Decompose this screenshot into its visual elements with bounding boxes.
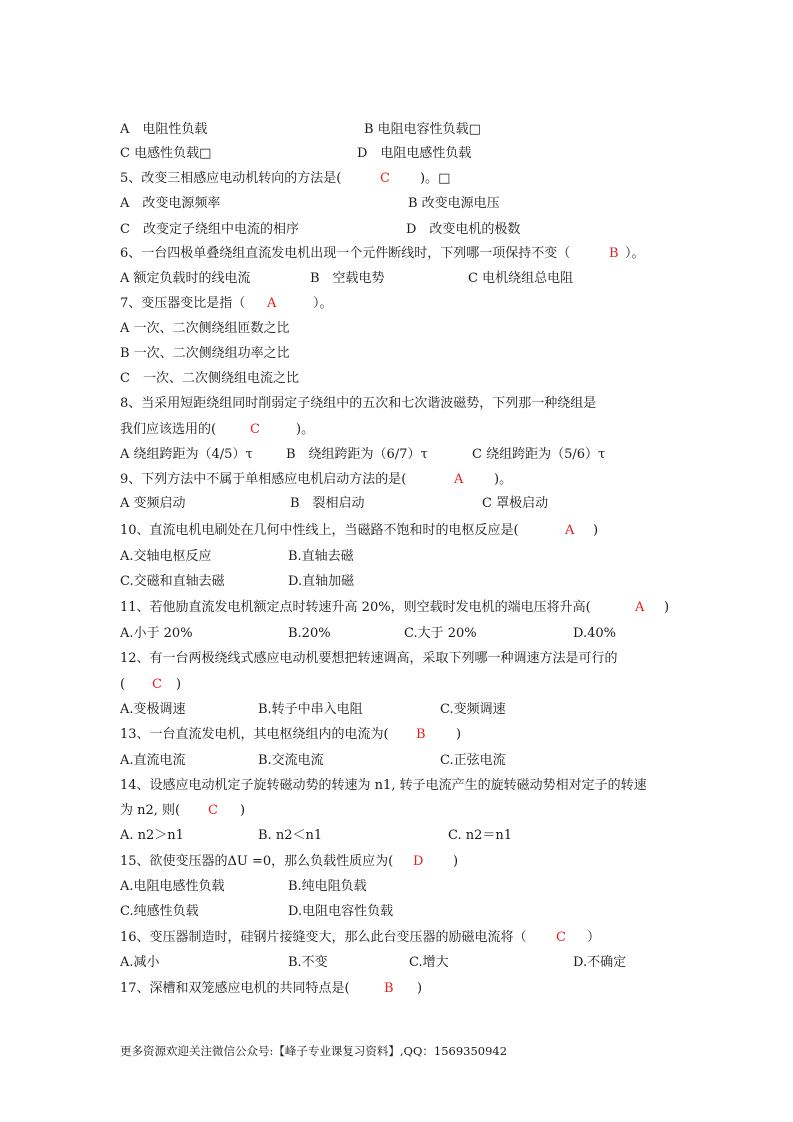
text-line: [0, 421, 793, 439]
text-segment: C 罩极启动: [482, 496, 549, 511]
text-segment: A.直流电流: [120, 753, 186, 768]
text-line: [0, 522, 793, 540]
text-segment: 7、变压器变比是指（: [120, 296, 246, 311]
text-line: [0, 625, 793, 643]
text-segment: 8、当采用短距绕组同时削弱定子绕组中的五次和七次谐波磁势，下列那一种绕组是: [120, 396, 597, 411]
text-segment: 12、有一台两极绕线式感应电动机要想把转速调高，采取下列哪一种调速方法是可行的: [120, 651, 618, 666]
text-segment: D.不确定: [573, 955, 627, 970]
text-line: [0, 827, 793, 845]
text-segment: A.电阻电感性负载: [120, 879, 225, 894]
text-segment: 为 n2, 则(: [120, 803, 181, 818]
text-segment: B 一次、二次侧绕组功率之比: [120, 346, 290, 361]
footer-text: 更多资源欢迎关注微信公众号:【峰子专业课复习资料】,QQ：1569350942: [120, 1044, 508, 1058]
text-line: [0, 599, 793, 617]
text-segment: ): [176, 677, 182, 692]
text-segment: ): [417, 981, 423, 996]
text-segment: C. n2＝n1: [448, 828, 513, 843]
text-segment: A 一次、二次侧绕组匝数之比: [120, 321, 290, 336]
text-segment: 16、变压器制造时，硅钢片接缝变大，那么此台变压器的励磁电流将（: [120, 930, 527, 945]
text-segment: C 电感性负载□: [120, 146, 212, 161]
text-segment: ): [240, 803, 246, 818]
text-segment: C.正弦电流: [440, 753, 506, 768]
text-line: [0, 446, 793, 464]
text-segment: ): [593, 523, 599, 538]
text-segment: B.转子中串入电阻: [258, 702, 363, 717]
text-line: [0, 145, 793, 163]
text-segment: A 变频启动: [120, 496, 186, 511]
answer-letter: C: [556, 930, 566, 945]
text-segment: C 电机绕组总电阻: [468, 271, 574, 286]
text-line: [0, 954, 793, 972]
text-segment: ): [456, 727, 462, 742]
text-line: [0, 548, 793, 566]
text-line: [0, 345, 793, 363]
text-segment: 9、下列方法中不属于单相感应电机启动方法的是(: [120, 472, 407, 487]
text-line: [0, 495, 793, 513]
text-segment: A.小于 20%: [120, 626, 193, 641]
text-line: [0, 752, 793, 770]
text-line: [0, 726, 793, 744]
answer-letter: A: [565, 523, 575, 538]
text-segment: 17、深槽和双笼感应电机的共同特点是(: [120, 981, 350, 996]
text-segment: A 绕组跨距为（4/5）τ: [120, 447, 253, 462]
answer-letter: D: [413, 854, 424, 869]
answer-letter: C: [152, 677, 162, 692]
text-segment: 5、改变三相感应电动机转向的方法是(: [120, 171, 342, 186]
text-line: [0, 395, 793, 413]
text-segment: C.纯感性负载: [120, 904, 199, 919]
text-segment: D 电阻电感性负载: [357, 146, 472, 161]
text-segment: C 绕组跨距为（5/6）τ: [472, 447, 606, 462]
text-segment: )。□: [420, 171, 451, 186]
text-segment: C 一次、二次侧绕组电流之比: [120, 371, 299, 386]
text-line: [0, 471, 793, 489]
text-line: [0, 221, 793, 239]
text-segment: B 改变电源电压: [408, 196, 500, 211]
text-line: [0, 295, 793, 313]
text-line: [0, 170, 793, 188]
text-segment: B. n2＜n1: [258, 828, 323, 843]
text-segment: A.交轴电枢反应: [120, 549, 212, 564]
text-line: [0, 270, 793, 288]
text-segment: ): [453, 854, 459, 869]
text-line: [0, 245, 793, 263]
text-line: [0, 878, 793, 896]
text-line: [0, 853, 793, 871]
text-segment: B 裂相启动: [290, 496, 365, 511]
answer-letter: B: [609, 246, 619, 261]
answer-letter: C: [380, 171, 390, 186]
text-segment: B 空载电势: [310, 271, 385, 286]
text-line: [0, 929, 793, 947]
text-line: [0, 777, 793, 795]
text-segment: B.交流电流: [258, 753, 324, 768]
text-segment: A 改变电源频率: [120, 196, 221, 211]
text-line: [0, 650, 793, 668]
answer-letter: A: [267, 296, 277, 311]
text-segment: )。: [494, 472, 513, 487]
text-line: [0, 701, 793, 719]
answer-letter: A: [454, 472, 464, 487]
answer-letter: C: [250, 422, 260, 437]
text-segment: C.增大: [409, 955, 449, 970]
text-segment: B.直轴去磁: [288, 549, 354, 564]
text-segment: A.变极调速: [120, 702, 186, 717]
text-segment: D 改变电机的极数: [406, 222, 521, 237]
text-segment: A. n2＞n1: [120, 828, 184, 843]
text-line: [0, 676, 793, 694]
text-segment: 11、若他励直流发电机额定点时转速升高 20%，则空载时发电机的端电压将升高(: [120, 600, 591, 615]
text-line: [0, 903, 793, 921]
text-segment: B 绕组跨距为（6/7）τ: [286, 447, 428, 462]
text-segment: C.大于 20%: [404, 626, 477, 641]
answer-letter: B: [384, 981, 394, 996]
text-line: [0, 802, 793, 820]
text-segment: 6、一台四极单叠绕组直流发电机出现一个元件断线时，下列哪一项保持不变（: [120, 246, 571, 261]
text-segment: C.变频调速: [440, 702, 506, 717]
text-segment: (: [120, 677, 126, 692]
text-segment: ): [664, 600, 670, 615]
text-segment: 13、一台直流发电机，其电枢绕组内的电流为(: [120, 727, 389, 742]
text-segment: )。: [296, 422, 315, 437]
text-line: [0, 121, 793, 139]
text-segment: 15、欲使变压器的ΔU =0，那么负载性质应为(: [120, 854, 394, 869]
text-segment: ）。: [313, 296, 333, 311]
text-segment: B.不变: [288, 955, 328, 970]
text-segment: D.直轴加磁: [288, 574, 355, 589]
text-segment: B.20%: [288, 626, 331, 641]
text-line: [0, 980, 793, 998]
text-line: [0, 195, 793, 213]
answer-letter: C: [208, 803, 218, 818]
text-segment: 14、设感应电动机定子旋转磁动势的转速为 n1, 转子电流产生的旋转磁动势相对定子的转速: [120, 778, 647, 793]
text-segment: A 电阻性负载: [120, 122, 208, 137]
text-segment: ）: [587, 930, 601, 945]
text-segment: 10、直流电机电刷处在几何中性线上，当磁路不饱和时的电枢反应是(: [120, 523, 519, 538]
text-segment: C 改变定子绕组中电流的相序: [120, 222, 299, 237]
text-segment: D.电阻电容性负载: [288, 904, 394, 919]
text-segment: B 电阻电容性负载□: [364, 122, 481, 137]
answer-letter: B: [416, 727, 426, 742]
text-segment: ）。: [625, 246, 645, 261]
text-line: [0, 370, 793, 388]
text-segment: C.交磁和直轴去磁: [120, 574, 225, 589]
text-line: [0, 573, 793, 591]
text-line: [0, 320, 793, 338]
text-segment: D.40%: [573, 626, 616, 641]
text-segment: A.减小: [120, 955, 160, 970]
text-segment: A 额定负载时的线电流: [120, 271, 251, 286]
answer-letter: A: [635, 600, 645, 615]
text-segment: B.纯电阻负载: [288, 879, 367, 894]
text-segment: 我们应该选用的(: [120, 422, 217, 437]
